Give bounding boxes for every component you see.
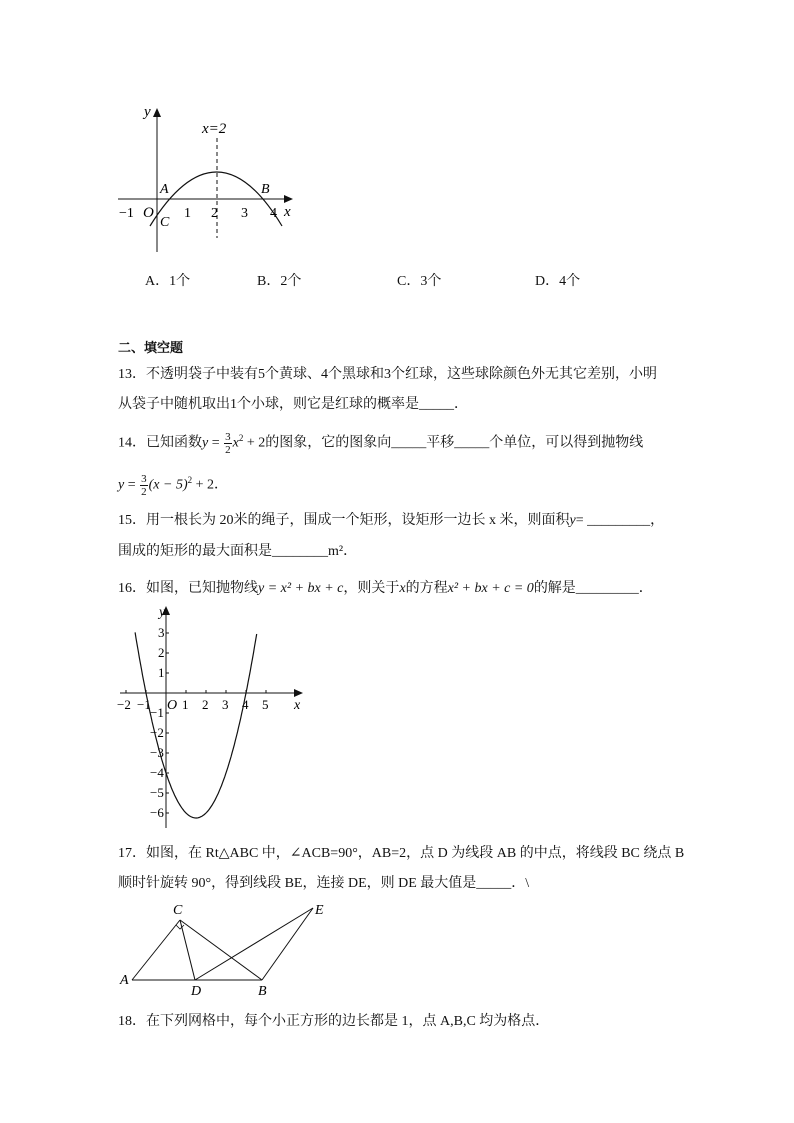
y-tick-label: −6 [150, 805, 164, 820]
figure-parabola-symmetry [110, 100, 310, 260]
y-tick-label: −2 [150, 725, 164, 740]
option-b[interactable]: B．2个 [257, 274, 302, 289]
y-tick-label: 1 [158, 665, 165, 680]
x-axis-arrow [284, 195, 293, 203]
q14-suffix: 的图象，它的图象向_____平移_____个单位，可以得到抛物线 [265, 435, 644, 451]
x-tick-label: 4 [242, 697, 249, 712]
x-axis-label: x [294, 698, 301, 713]
option-d[interactable]: D．4个 [535, 274, 581, 289]
tick-1: 1 [184, 206, 191, 221]
y-tick-label: −3 [150, 745, 164, 760]
q14-line1 [118, 424, 643, 458]
q14-y: y [202, 435, 209, 451]
option-c[interactable]: C．3个 [397, 274, 442, 289]
y-tick-label: −4 [150, 765, 164, 780]
label-a: A [120, 973, 129, 988]
q16-eqn: x² + bx + c = 0 [447, 581, 534, 596]
tick-2: 2 [211, 206, 218, 221]
x-tick-label: 5 [262, 697, 269, 712]
q14-frac-den: 2 [225, 443, 231, 456]
q15-text: 15．用一根长为 20米的绳子，围成一个矩形，设矩形一边长 x 米，则面积 [118, 513, 570, 528]
q16-line [118, 577, 653, 597]
label-e: E [315, 903, 324, 918]
y-axis-label: y [144, 104, 151, 120]
tick-minus1: −1 [119, 206, 134, 221]
q14-frac-num: 3 [225, 430, 231, 443]
q14-line2 [118, 466, 228, 500]
q14-l2-eq: = [124, 477, 140, 493]
q16-mid: ，则关于 [343, 581, 400, 596]
label-d: D [191, 984, 202, 999]
q14-eq: = [208, 435, 224, 451]
figure2-group [117, 605, 303, 828]
q13-line2: 从袋子中随机取出1个小球，则它是红球的概率是_____． [118, 397, 468, 412]
tick-3: 3 [241, 206, 248, 221]
segment-be [262, 908, 313, 980]
y-axis-arrow [153, 108, 161, 117]
q14-prefix: 14．已知函数 [118, 435, 202, 451]
y-axis-label: y [159, 605, 166, 620]
q17-line2: 顺时针旋转 90°，得到线段 BE，连接 DE，则 DE 最大值是_____．\ [118, 876, 530, 891]
x-tick-label: 3 [222, 697, 229, 712]
q14-l2-y: y [118, 477, 125, 493]
tick-4: 4 [270, 206, 277, 221]
q14-l2-frac-num: 3 [141, 472, 147, 485]
y-tick-label: 3 [158, 625, 165, 640]
origin-label: O [143, 205, 154, 221]
q14-fraction [224, 431, 232, 456]
point-label-a: A [160, 182, 169, 197]
q14-plus: + 2 [243, 435, 266, 451]
x-tick-label: 1 [182, 697, 189, 712]
q16-x: x [399, 581, 406, 596]
q15-line1 [118, 509, 664, 529]
section-title: 二、填空题 [118, 340, 184, 355]
q15-end: = _________， [575, 513, 665, 528]
q14-l2-paren: (x − 5) [148, 477, 188, 493]
q14-l2-end: + 2． [192, 477, 229, 493]
q15-y: y [569, 513, 576, 528]
q16-mid2: 的方程 [405, 581, 448, 596]
y-tick-label: −1 [150, 705, 164, 720]
right-angle-mark [176, 925, 184, 929]
point-label-c: C [160, 215, 170, 230]
figure-parabola-graph [118, 600, 308, 832]
label-b: B [258, 984, 267, 999]
x-axis-arrow [294, 689, 303, 697]
segment-ac [132, 920, 180, 980]
q18-line1: 18．在下列网格中，每个小正方形的边长都是 1，点 A,B,C 均为格点． [118, 1014, 550, 1029]
q14-x: x [232, 435, 239, 451]
q16-func: y = x² + bx + c [258, 581, 344, 596]
option-a[interactable]: A．1个 [145, 274, 191, 289]
label-c: C [173, 903, 183, 918]
q15-line2: 围成的矩形的最大面积是________m²． [118, 544, 358, 559]
q14-l2-sup: 2 [187, 475, 193, 485]
q17-line1: 17．如图，在 Rt△ABC 中，∠ACB=90°，AB=2，点 D 为线段 AB 的中点，将线段 BC 绕点 B [118, 846, 685, 861]
q14-sup: 2 [238, 433, 244, 443]
point-label-b: B [261, 182, 270, 197]
origin-label: O [167, 698, 178, 713]
x-tick-label: −1 [137, 697, 151, 712]
x-axis-label: x [284, 204, 291, 220]
q14-l2-fraction [140, 473, 148, 498]
figure-triangle [115, 898, 335, 998]
x-tick-label: 2 [202, 697, 209, 712]
y-tick-label: 2 [158, 645, 165, 660]
symmetry-label: x=2 [202, 121, 227, 137]
q13-line1: 13．不透明袋子中装有5个黄球、4个黑球和3个红球，这些球除颜色外无其它差别，小明 [118, 367, 657, 382]
y-tick-label: −5 [150, 785, 164, 800]
q16-prefix: 16．如图，已知抛物线 [118, 581, 258, 596]
x-tick-label: −2 [117, 697, 131, 712]
q16-suffix: 的解是_________． [533, 581, 653, 596]
q14-l2-frac-den: 2 [141, 485, 147, 498]
